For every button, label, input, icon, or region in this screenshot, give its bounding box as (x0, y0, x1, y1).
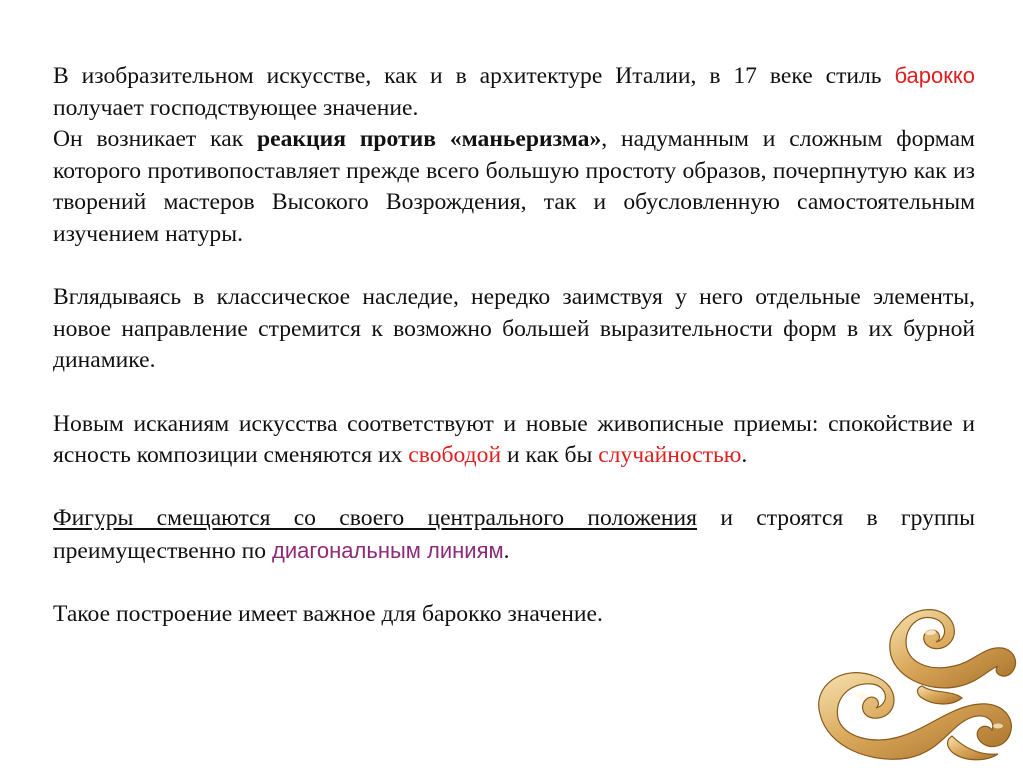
p2-bold-phrase: реакция против «маньеризма» (257, 126, 602, 153)
paragraph-2 (53, 124, 975, 250)
p3-text-a: Вглядываясь в классическое наследие, нередко заимствуя у него отдельные элементы, новое направление стремится к возможно большей выразительности форм в их бурной динамике. (53, 284, 975, 374)
p5-text-b: и строятся в группы преимущественно по (53, 505, 975, 564)
slide-text-body (53, 60, 975, 631)
p1-text-a: В изобразительном искусстве, как и в архитектуре Италии, в 17 веке стиль (53, 63, 895, 89)
p4-text-a: Новым исканиям искусства соответствуют и новые живописные приемы: спокойствие и ясность композиции сменяются их (53, 410, 975, 469)
p5-underlined-phrase: Фигуры смещаются со своего центрального положения (53, 505, 698, 532)
p4-text-c: и как бы (501, 442, 599, 469)
paragraph-3 (53, 282, 975, 377)
paragraph-4 (53, 409, 975, 472)
p4-randomness-term: случайностью (598, 442, 742, 469)
p2-text-a: Он возникает как (53, 126, 258, 153)
p4-text-e: . (741, 442, 748, 469)
p5-text-d: . (503, 537, 510, 564)
p4-freedom-term: свободой (408, 442, 502, 469)
p5-diagonal-term: диагональным линиям (272, 537, 504, 563)
paragraph-5 (53, 503, 975, 567)
paragraph-1 (53, 60, 975, 124)
baroque-ornament-icon (802, 586, 1023, 768)
p1-baroque-term: барокко (894, 63, 975, 88)
p2-text-c: , надуманным и сложным формам которого противопоставляет прежде всего большую простоту образов, почерпнутую как из творений мастеров Высокого Возрождения, так и обусловленную самостоятельным изучением натуры. (53, 126, 975, 247)
p6-text-a: Такое построение имеет важное для барокко значение. (53, 601, 603, 628)
p1-text-c: получает господствующее значение. (53, 94, 419, 121)
